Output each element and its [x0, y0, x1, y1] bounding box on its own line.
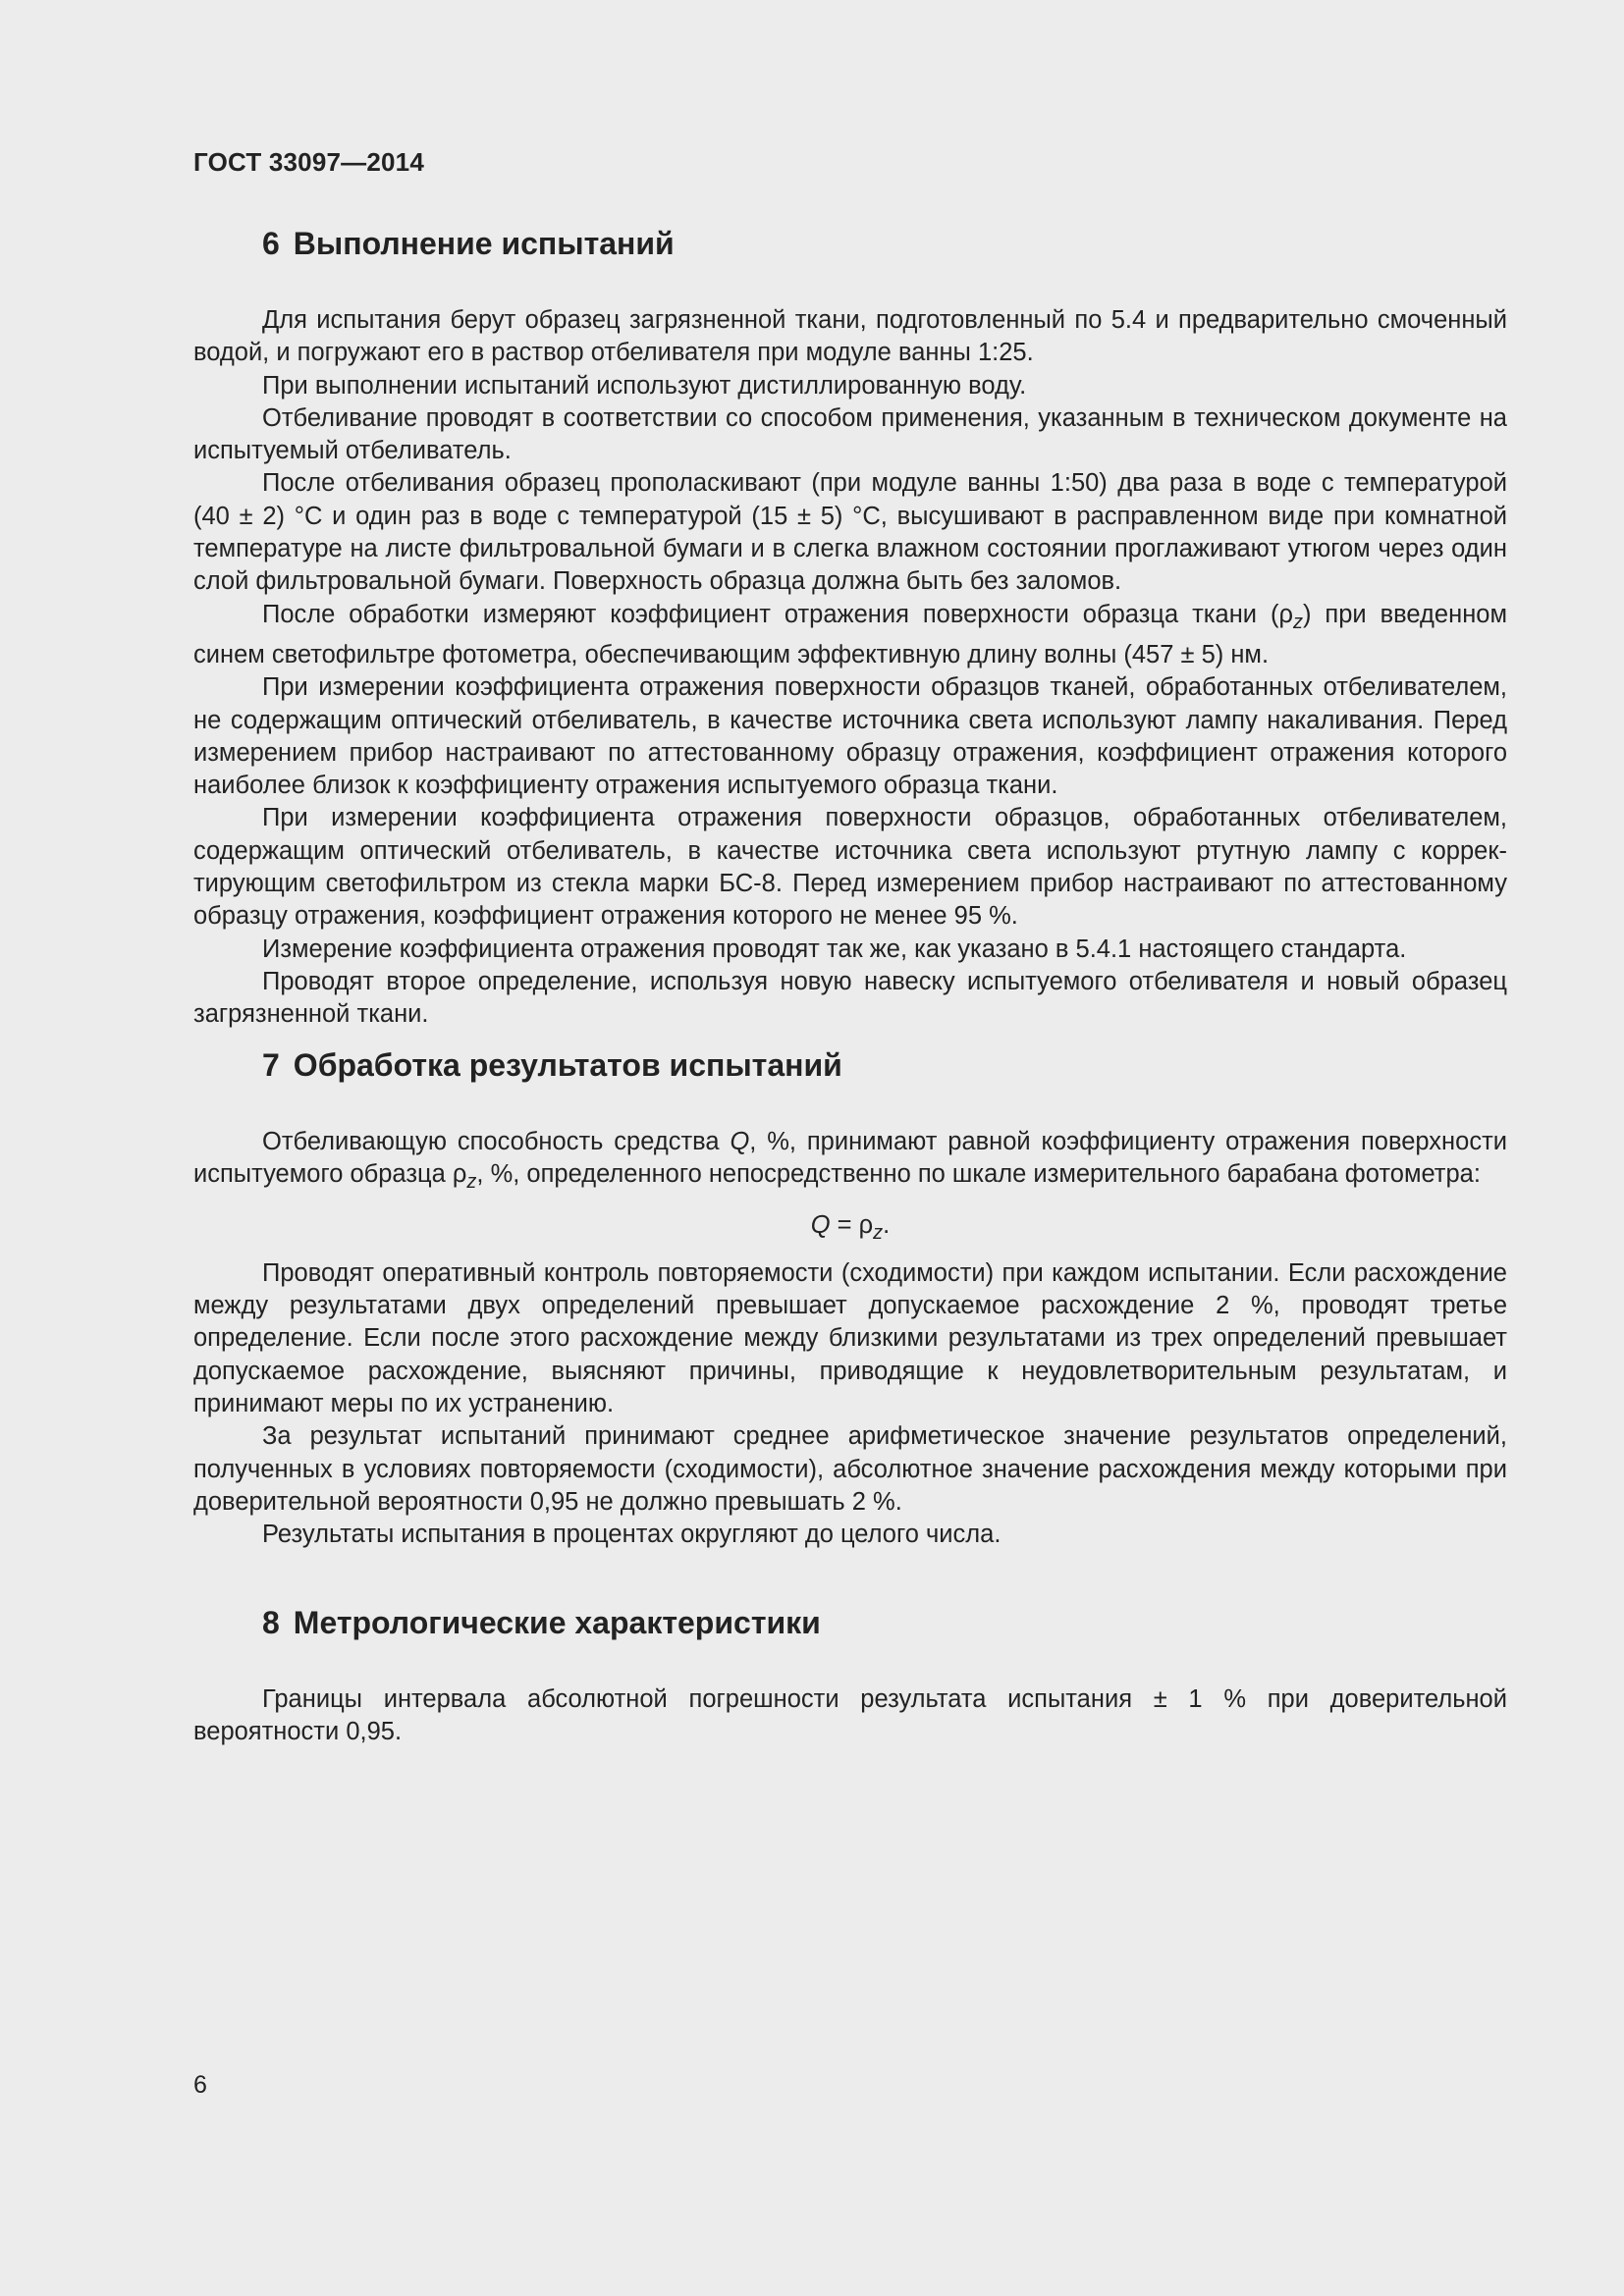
formula-period: .: [883, 1210, 891, 1239]
paragraph: [193, 599, 1507, 672]
formula-rho: ρ: [858, 1210, 874, 1239]
section-6-heading: [262, 224, 1507, 263]
section-7-heading: [262, 1045, 1507, 1085]
subscript-z: z: [466, 1171, 477, 1194]
text-fragment: ) при введенном синем светофильтре фотометра, обеспечивающим эффективную длину волны (457 ± 5) нм.: [193, 600, 1507, 668]
section-number: 6: [262, 226, 280, 261]
paragraph: Отбеливание проводят в соответствии со способом применения, указанным в техническом документе на испытуемый отбеливатель.: [193, 403, 1507, 465]
paragraph: После отбеливания образец прополаскивают (при модуле ванны 1:50) два раза в воде с температурой (40 ± 2) °С и один раз в воде с температурой (15 ± 5) °С, высушивают в расправленном виде при комнатной температуре на листе фильтровальной бумаги и в слегка влажном состоянии проглаживают утюгом через один слой фильтровальной бумаги. Поверхность образца должна быть без заломов.: [193, 469, 1507, 596]
paragraph: Проводят второе определение, используя новую навеску испытуемого отбеливателя и новый образец загрязненной ткани.: [193, 967, 1507, 1029]
section-number: 7: [262, 1047, 280, 1083]
rho-symbol: ρ: [1278, 600, 1293, 628]
paragraph: Измерение коэффициента отражения проводят так же, как указано в 5.4.1 настоящего стандарта.: [262, 934, 1407, 963]
paragraph: Границы интервала абсолютной погрешности результата испытания ± 1 % при доверительной вероятности 0,95.: [193, 1685, 1507, 1746]
paragraph: При выполнении испытаний используют дистиллированную воду.: [262, 371, 1027, 400]
formula-equals: =: [830, 1210, 859, 1239]
section-8: [193, 1603, 1507, 1749]
text-fragment: Отбеливающую способность средства: [262, 1128, 731, 1155]
text-fragment: , %, определенного непосредственно по шкале измерительного барабана фотометра:: [476, 1160, 1481, 1189]
text-fragment: После обработки измеряют коэффициент отражения поверхности образца ткани (: [262, 600, 1279, 628]
paragraph: [193, 1126, 1507, 1200]
variable-q: Q: [730, 1128, 750, 1155]
paragraph: За результат испытаний принимают среднее арифметическое значение результатов определений, полученных в условиях повторяемости (сходимости), абсолютное значение расхождения между которыми при доверительной вероятности 0,95 не должно превышать 2 %.: [193, 1422, 1507, 1516]
page-number: 6: [193, 2071, 207, 2099]
rho-symbol: ρ: [452, 1160, 467, 1189]
paragraph: Для испытания берут образец загрязненной ткани, подготовленный по 5.4 и предварительно смоченный водой, и погружают его в раствор отбеливателя при модуле ванны 1:25.: [193, 306, 1507, 367]
text-fragment: , %, принимают равной коэффициенту отражения поверхности испытуемого образца: [193, 1128, 1507, 1189]
paragraph: Проводят оперативный контроль повторяемости (сходимости) при каждом испытании. Если расхождение между результатами двух определений превышает допускаемое расхождение 2 %, проводят третье определение. Если после этого расхождение между близкими результатами из трех определений превышает допускаемое расхождение, выясняют причины, приводящие к неудовлетворительным результатам, и принимают меры по их устранению.: [193, 1258, 1507, 1418]
subscript-z: z: [1292, 611, 1303, 633]
section-number: 8: [262, 1605, 280, 1640]
section-title: Обработка результатов испытаний: [293, 1047, 842, 1083]
section-title: Метрологические характеристики: [293, 1605, 821, 1640]
paragraph: Результаты испытания в процентах округляют до целого числа.: [262, 1521, 1001, 1549]
paragraph: При измерении коэффициента отражения поверхности образцов тканей, обработанных отбеливателем, не содержащим оптический отбеливатель, в качестве источника света используют лампу накаливания. Перед измерением прибор настраивают по аттестованному образцу отражения, коэффициент отражения которого наиболее близок к коэффициенту отражения испытуемого образца ткани.: [193, 673, 1507, 800]
document-code: ГОСТ 33097—2014: [193, 147, 424, 177]
formula-subscript-z: z: [873, 1221, 884, 1244]
section-6: [193, 224, 1507, 1032]
formula: [193, 1209, 1507, 1250]
formula-q: Q: [810, 1210, 831, 1239]
paragraph: При измерении коэффициента отражения поверхности образцов, обработанных отбеливателем, содержащим оптический отбеливатель, в качестве источника света используют ртутную лампу с корректирующим светофильтром из стекла марки БС-8. Перед измерением прибор настраивают по аттестованному образцу отражения, коэффициент отражения которого не менее 95 %.: [193, 804, 1507, 931]
section-7: [193, 1045, 1507, 1552]
section-8-heading: [262, 1603, 1507, 1642]
section-title: Выполнение испытаний: [293, 226, 675, 261]
